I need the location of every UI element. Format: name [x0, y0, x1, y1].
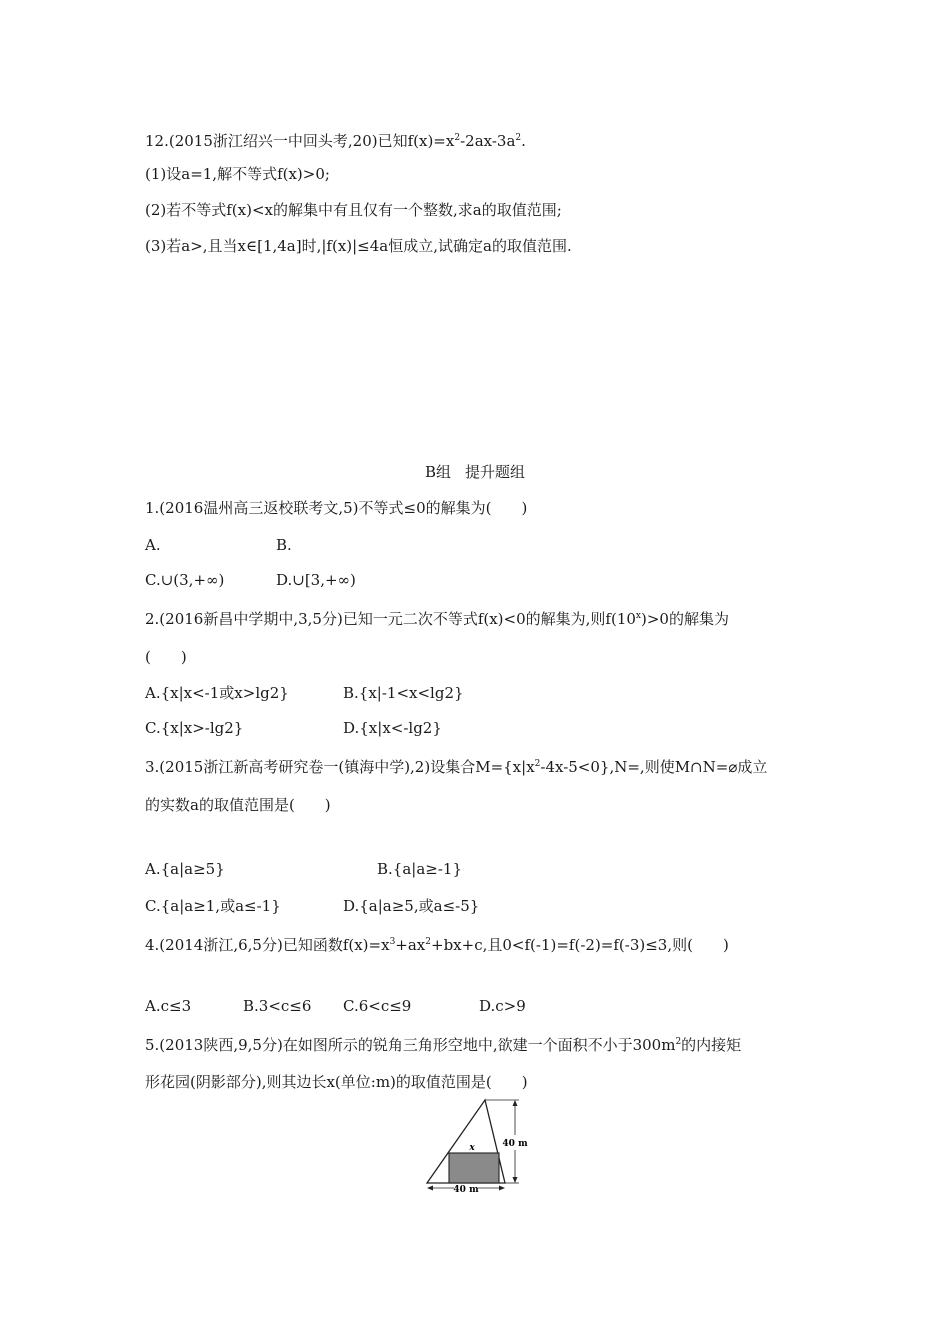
inscribed-rectangle — [449, 1153, 499, 1183]
q12-part3: (3)若a>,且当x∈[1,4a]时,|f(x)|≤4a恒成立,试确定a的取值范围. — [145, 237, 572, 255]
q3-option-a: A.{a|a≥5} — [145, 860, 225, 878]
q5-stem: 5.(2013陕西,9,5分)在如图所示的锐角三角形空地中,欲建一个面积不小于$300m^2$的内接矩 — [145, 1036, 742, 1054]
q2-option-a: A.{x|x<-1或x>lg2} — [145, 684, 289, 702]
q12-part2: (2)若不等式f(x)<x的解集中有且仅有一个整数,求a的取值范围; — [145, 201, 562, 219]
q1-option-c: C.∪(3,+∞) — [145, 571, 225, 589]
q2-option-c: C.{x|x>-lg2} — [145, 719, 244, 737]
q4-stem: 4.(2014浙江,6,5分)已知函数$f(x)=x^3+ax^2+bx+c$,且0<f(-1)=f(-2)=f(-3)≤3,则( ) — [145, 936, 729, 954]
base-arrow-left — [427, 1186, 433, 1191]
q5-stem-cont: 形花园(阴影部分),则其边长x(单位:m)的取值范围是( ) — [145, 1073, 528, 1091]
q4-option-a: A.c≤3 — [145, 997, 192, 1015]
section-heading — [0, 462, 950, 482]
q2-option-b: B.{x|-1<x<lg2} — [343, 684, 464, 702]
q3-option-b: B.{a|a≥-1} — [377, 860, 462, 878]
q12-stem: 12.(2015浙江绍兴一中回头考,20)已知$f(x)=x^2-2ax-3a^2$. — [145, 132, 526, 150]
label-base: 40 m — [453, 1185, 479, 1195]
label-height: 40 m — [502, 1139, 528, 1149]
triangle-figure — [424, 1097, 536, 1197]
height-arrow-top — [513, 1100, 518, 1106]
height-arrow-bottom — [513, 1177, 518, 1183]
q12-part1: (1)设a=1,解不等式f(x)>0; — [145, 165, 330, 183]
q3-option-d: D.{a|a≥5,或a≤-5} — [343, 897, 480, 915]
q3-stem-cont: 的实数a的取值范围是( ) — [145, 796, 331, 814]
section-group: B组 — [424, 463, 451, 481]
q3-option-c: C.{a|a≥1,或a≤-1} — [145, 897, 281, 915]
q1-option-d: D.∪[3,+∞) — [276, 571, 356, 589]
q2-stem-cont: ( ) — [145, 648, 187, 666]
q4-option-d: D.c>9 — [479, 997, 526, 1015]
q1-option-a: A. — [145, 536, 161, 554]
section-title: 提升题组 — [465, 463, 526, 481]
q2-option-d: D.{x|x<-lg2} — [343, 719, 442, 737]
q4-option-b: B.3<c≤6 — [243, 997, 312, 1015]
q1-stem: 1.(2016温州高三返校联考文,5)不等式≤0的解集为( ) — [145, 499, 528, 517]
label-x: x — [469, 1143, 475, 1153]
q2-stem: 2.(2016新昌中学期中,3,5分)已知一元二次不等式f(x)<0的解集为,则$f(10^x)>0$的解集为 — [145, 610, 729, 628]
q1-option-b: B. — [276, 536, 292, 554]
q3-stem: 3.(2015浙江新高考研究卷一(镇海中学),2)设集合$M=\{x|x^2-4x-5<0\},N=$,则使M∩N=⌀成立 — [145, 758, 768, 776]
base-arrow-right — [499, 1186, 505, 1191]
q4-option-c: C.6<c≤9 — [343, 997, 412, 1015]
